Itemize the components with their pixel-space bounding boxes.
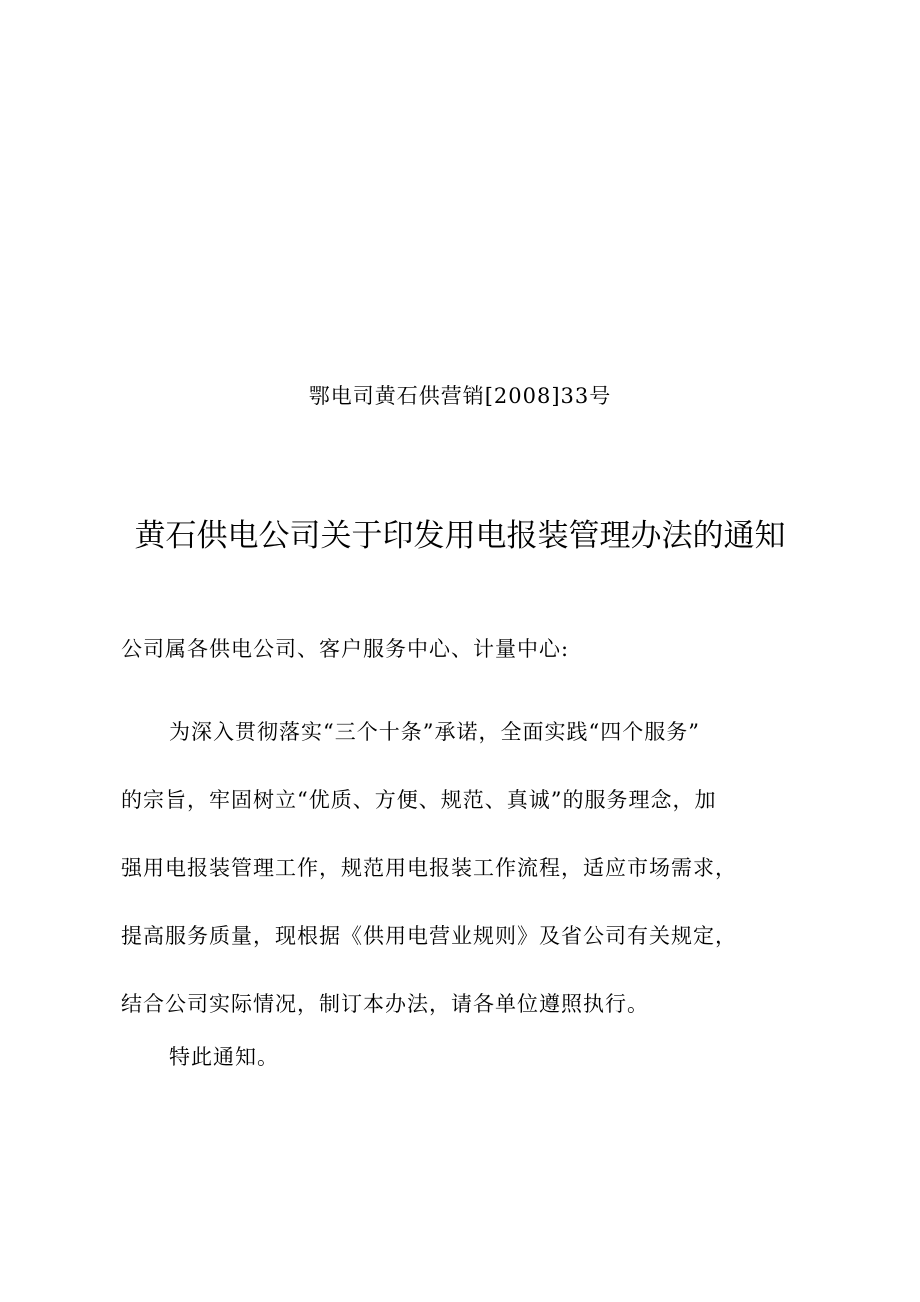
- document-number: 鄂电司黄石供营销[2008]33号: [308, 384, 612, 408]
- closing-line: 特此通知。: [169, 1045, 279, 1069]
- document-title: 黄石供电公司关于印发用电报装管理办法的通知: [134, 518, 786, 554]
- body-paragraph: [121, 698, 803, 1038]
- body-line: 结合公司实际情况，制订本办法，请各单位遵照执行。: [121, 992, 649, 1016]
- body-line: 提高服务质量，现根据《供用电营业规则》及省公司有关规定，: [121, 924, 737, 948]
- body-line: 为深入贯彻落实“三个十条”承诺，全面实践“四个服务”: [169, 720, 700, 744]
- body-line: 的宗旨，牢固树立“优质、方便、规范、真诚”的服务理念，加: [121, 788, 717, 812]
- addressee-line: 公司属各供电公司、客户服务中心、计量中心:: [121, 637, 570, 661]
- body-line: 强用电报装管理工作，规范用电报装工作流程，适应市场需求，: [121, 856, 737, 880]
